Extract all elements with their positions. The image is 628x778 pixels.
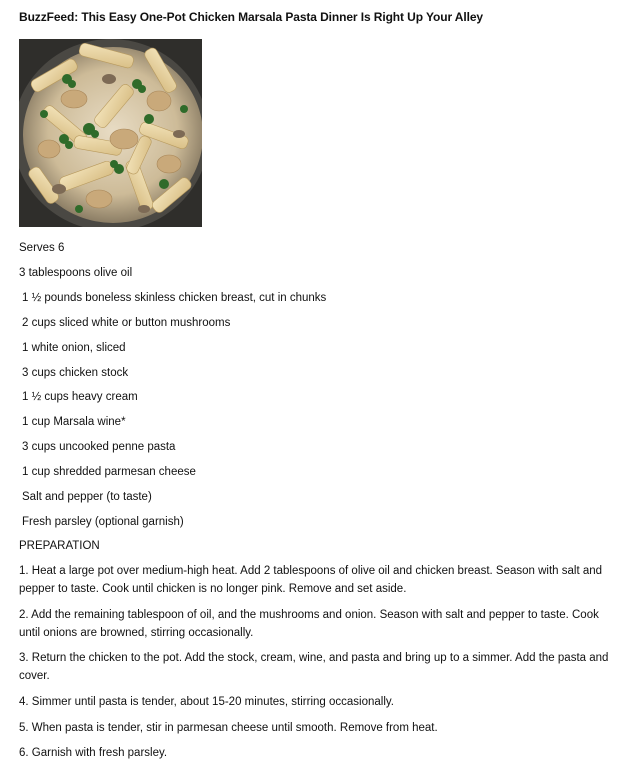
- pasta-photo-image: [19, 39, 202, 227]
- ingredient-item: 3 tablespoons olive oil: [19, 267, 133, 279]
- ingredient-item: 1 ½ cups heavy cream: [22, 391, 138, 403]
- ingredient-item: 1 cup shredded parmesan cheese: [22, 466, 196, 478]
- preparation-step: 5. When pasta is tender, stir in parmesan cheese until smooth. Remove from heat.: [19, 722, 438, 734]
- ingredient-item: 3 cups chicken stock: [22, 367, 129, 379]
- ingredient-item: 1 ½ pounds boneless skinless chicken breast, cut in chunks: [22, 292, 327, 304]
- ingredient-item: Fresh parsley (optional garnish): [22, 516, 184, 528]
- ingredient-item: 2 cups sliced white or button mushrooms: [22, 317, 231, 329]
- preparation-heading: PREPARATION: [19, 540, 100, 552]
- ingredient-item: 1 cup Marsala wine*: [22, 416, 126, 428]
- preparation-step: 3. Return the chicken to the pot. Add the stock, cream, wine, and pasta and bring up to a simmer. Add the pasta and cover.: [19, 652, 609, 682]
- preparation-step: 2. Add the remaining tablespoon of oil, and the mushrooms and onion. Season with salt and pepper to taste. Cook until onions are browned, stirring occasionally.: [19, 609, 599, 639]
- preparation-step: 4. Simmer until pasta is tender, about 15-20 minutes, stirring occasionally.: [19, 696, 394, 708]
- ingredient-item: Salt and pepper (to taste): [22, 491, 152, 503]
- preparation-step: 6. Garnish with fresh parsley.: [19, 747, 168, 759]
- preparation-step: 1. Heat a large pot over medium-high heat. Add 2 tablespoons of olive oil and chicken breast. Season with salt and pepper to taste. Cook until chicken is no longer pink. Remove and set aside.: [19, 565, 603, 595]
- pasta-photo: [19, 39, 202, 227]
- ingredient-item: 3 cups uncooked penne pasta: [22, 441, 176, 453]
- ingredient-item: 1 white onion, sliced: [22, 342, 126, 354]
- serves-text: Serves 6: [19, 242, 65, 254]
- page-title: BuzzFeed: This Easy One-Pot Chicken Marsala Pasta Dinner Is Right Up Your Alley: [19, 10, 483, 24]
